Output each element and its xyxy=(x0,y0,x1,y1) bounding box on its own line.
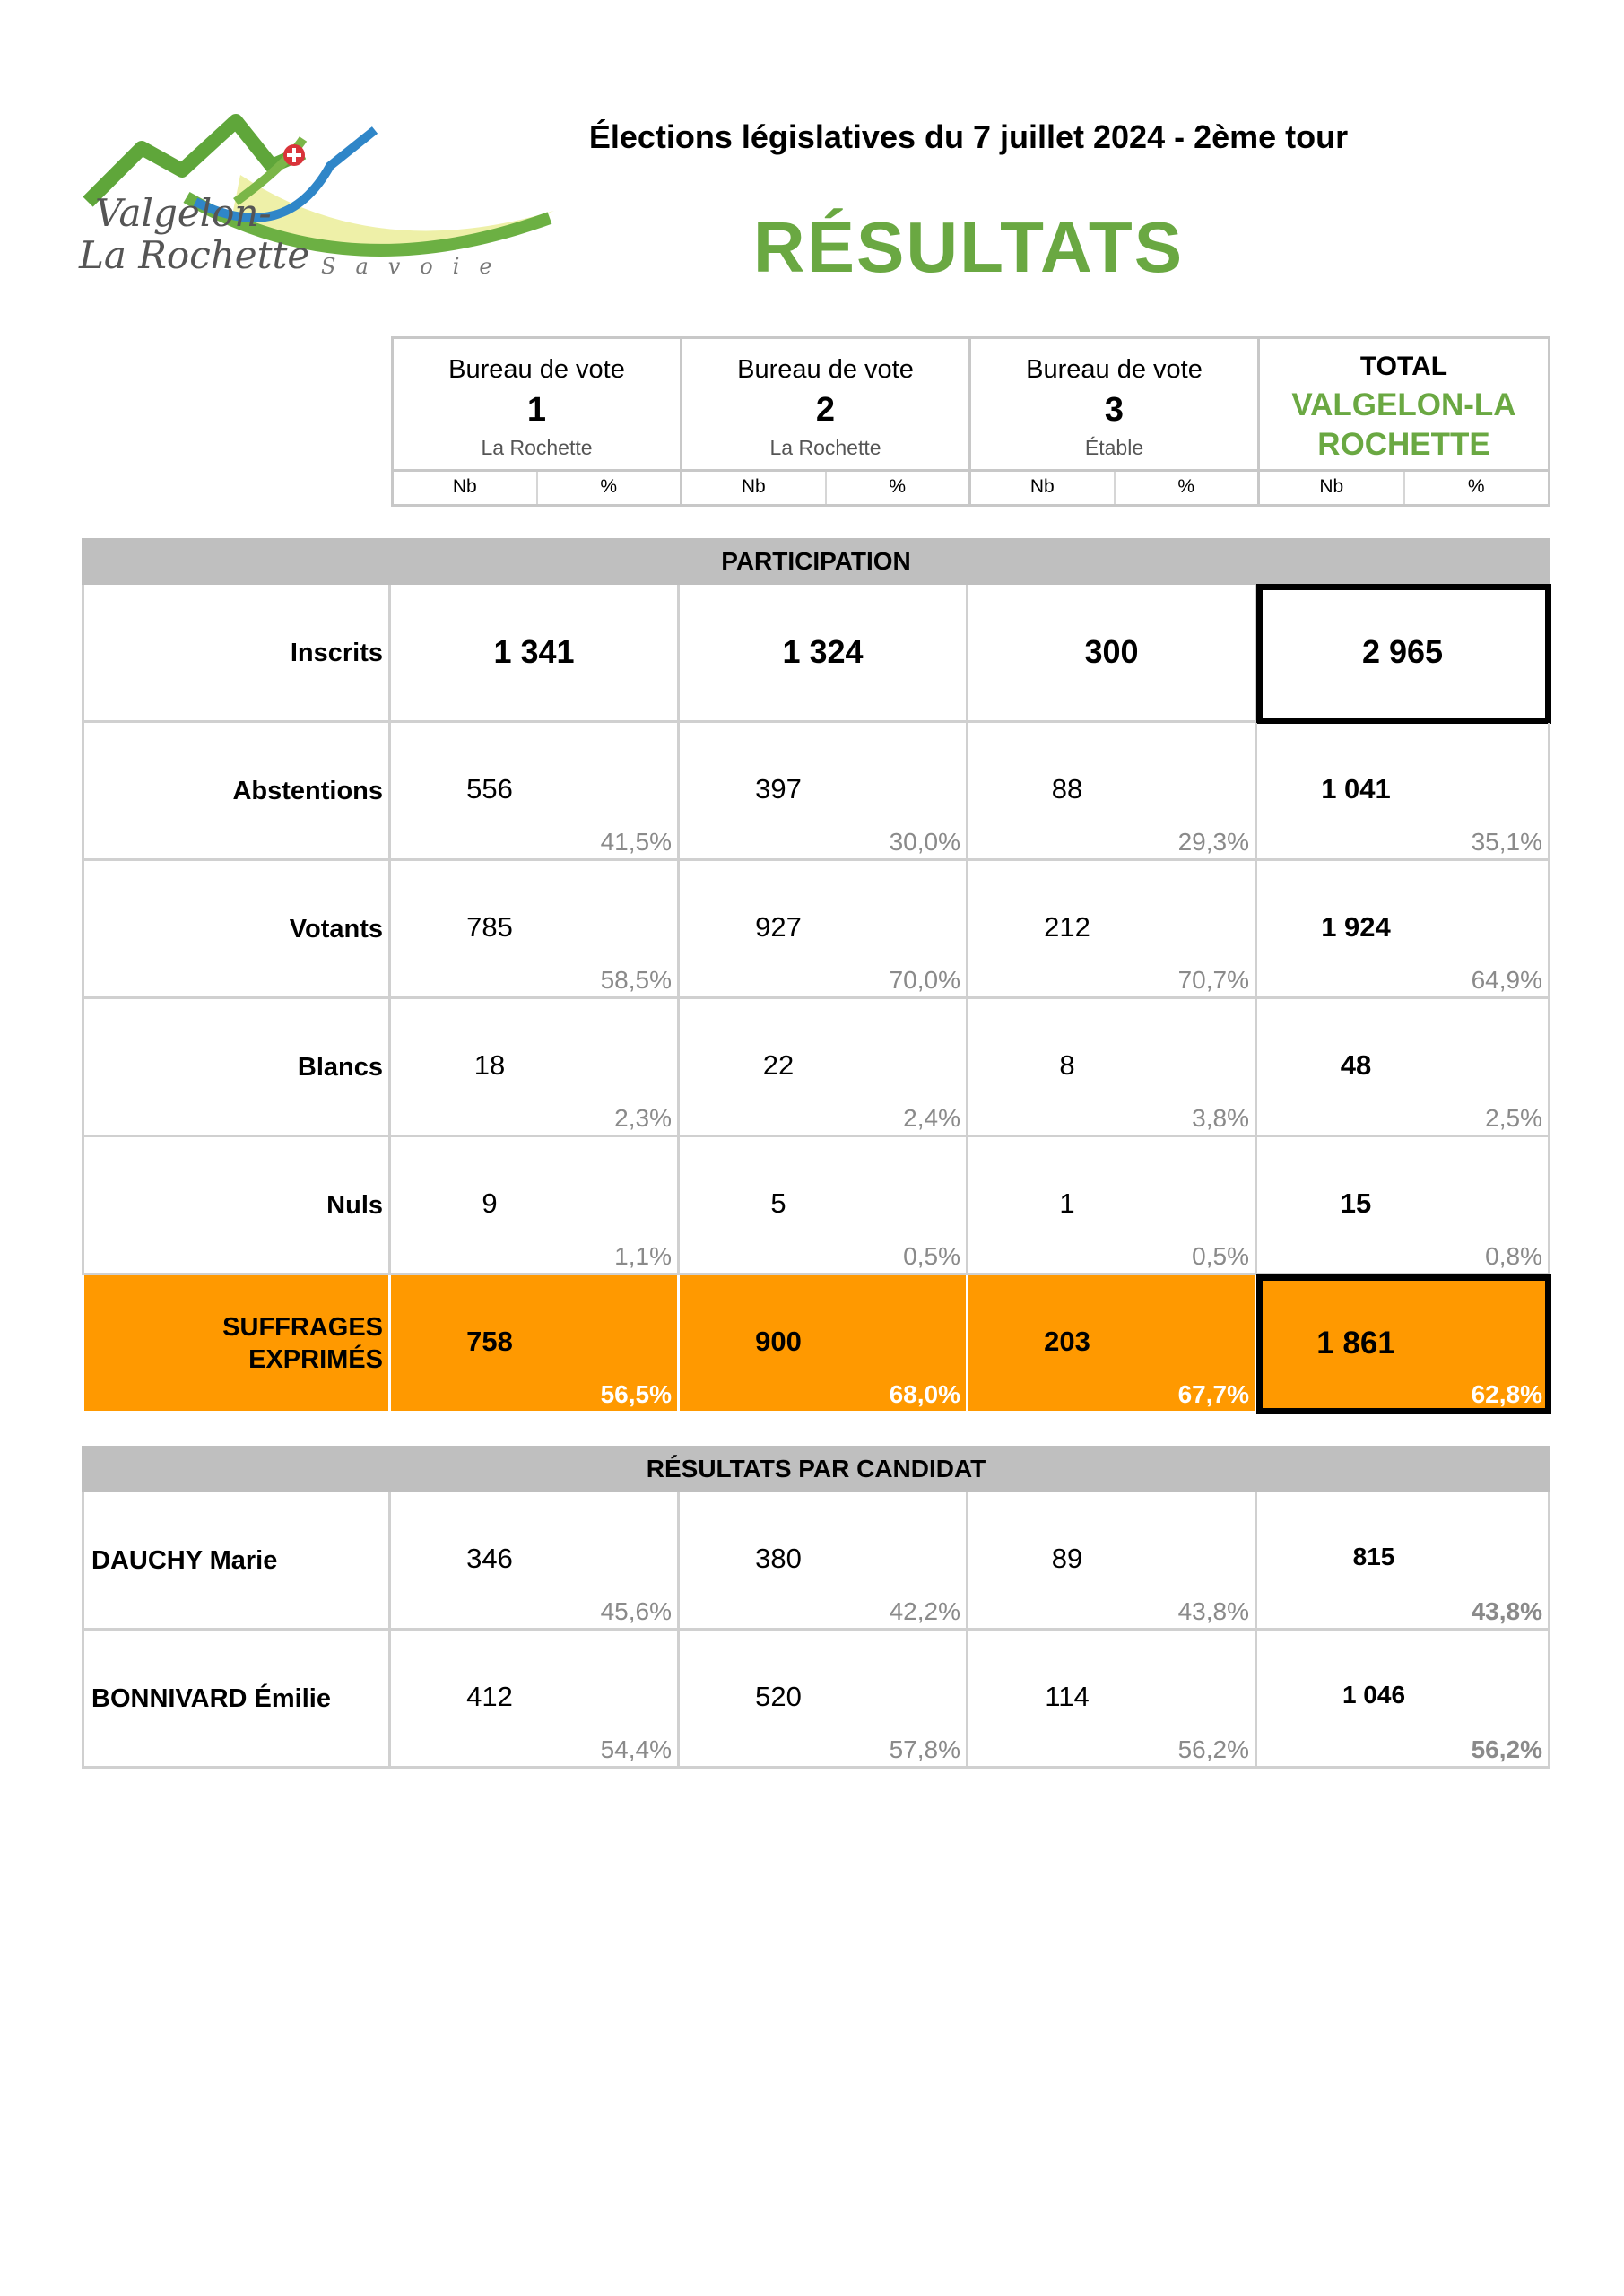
total-value-nb: 1 046 xyxy=(1342,1681,1406,1709)
value-nb: 212 xyxy=(1044,911,1090,943)
value-cell xyxy=(391,723,680,861)
value-pct: 0,5% xyxy=(1192,1242,1249,1270)
bureau-header-3 xyxy=(968,336,1260,507)
total-header xyxy=(1257,336,1550,507)
value-pct: 43,8% xyxy=(1177,1597,1249,1625)
candidate-name: BONNIVARD Émilie xyxy=(91,1684,331,1713)
value-nb: 300 xyxy=(1084,633,1139,670)
value-nb: 1 xyxy=(1059,1187,1075,1219)
value-pct: 2,3% xyxy=(614,1104,672,1132)
commune-logo xyxy=(79,112,563,300)
value-nb: 203 xyxy=(1044,1326,1090,1357)
value-cell xyxy=(968,585,1257,723)
value-pct: 56,5% xyxy=(600,1380,672,1408)
value-cell xyxy=(968,999,1257,1137)
value-cell xyxy=(391,861,680,999)
total-value-nb: 1 924 xyxy=(1321,911,1391,943)
value-cell xyxy=(968,1137,1257,1275)
value-pct: 29,3% xyxy=(1177,828,1249,856)
value-nb: 114 xyxy=(1045,1681,1090,1712)
row-label xyxy=(222,1311,383,1376)
subheader-nb: Nb xyxy=(1260,472,1405,504)
participation-section-header: PARTICIPATION xyxy=(82,538,1550,585)
document-title: Élections législatives du 7 juillet 2024 - 2ème tour xyxy=(588,118,1349,155)
value-pct: 68,0% xyxy=(889,1380,960,1408)
table-row-suffrages-exprimes xyxy=(82,1275,1550,1413)
total-value-cell xyxy=(1257,1275,1550,1413)
bureau-title: Bureau de vote xyxy=(448,355,625,384)
candidate-name-cell xyxy=(82,1631,391,1769)
table-row-nuls xyxy=(82,1137,1550,1275)
table-row-blancs xyxy=(82,999,1550,1137)
value-nb: 5 xyxy=(770,1187,786,1219)
total-value-cell xyxy=(1257,861,1550,999)
row-label: Nuls xyxy=(326,1191,383,1220)
value-pct: 45,6% xyxy=(600,1597,672,1625)
total-value-pct: 62,8% xyxy=(1471,1380,1542,1408)
total-value-pct: 35,1% xyxy=(1471,828,1542,856)
value-nb: 8 xyxy=(1059,1049,1075,1081)
value-cell xyxy=(391,1275,680,1413)
value-nb: 89 xyxy=(1051,1543,1083,1574)
value-nb: 785 xyxy=(466,911,513,943)
table-row-votants xyxy=(82,861,1550,999)
value-cell xyxy=(680,861,968,999)
total-value-nb: 815 xyxy=(1352,1543,1395,1570)
value-pct: 2,4% xyxy=(903,1104,960,1132)
total-title: TOTAL xyxy=(1359,352,1448,381)
candidates-section-header: RÉSULTATS PAR CANDIDAT xyxy=(82,1446,1550,1492)
row-label-line2: EXPRIMÉS xyxy=(248,1345,383,1374)
value-cell xyxy=(680,999,968,1137)
subheader-nb: Nb xyxy=(682,472,827,504)
logo-region: Savoie xyxy=(321,254,512,279)
table-row-abstentions xyxy=(82,723,1550,861)
total-value-cell xyxy=(1257,1137,1550,1275)
value-cell xyxy=(680,1492,968,1631)
value-cell xyxy=(391,585,680,723)
total-value-pct: 64,9% xyxy=(1471,966,1542,994)
row-label-line1: SUFFRAGES xyxy=(222,1313,383,1342)
subheader-pct: % xyxy=(600,476,618,497)
value-cell xyxy=(968,1275,1257,1413)
table-row-candidate xyxy=(82,1631,1550,1769)
value-cell xyxy=(391,999,680,1137)
total-name-line2: ROCHETTE xyxy=(1317,427,1490,462)
value-nb: 1 341 xyxy=(493,633,575,670)
bureau-location: Étable xyxy=(1084,436,1144,459)
value-nb: 9 xyxy=(482,1187,498,1219)
total-value-nb: 2 965 xyxy=(1361,633,1444,670)
value-nb: 22 xyxy=(762,1049,795,1081)
value-pct: 0,5% xyxy=(903,1242,960,1270)
bureau-title: Bureau de vote xyxy=(737,355,914,384)
subheader-pct: % xyxy=(1467,476,1485,497)
bureau-location: La Rochette xyxy=(769,436,881,459)
value-pct: 58,5% xyxy=(600,966,672,994)
value-cell xyxy=(968,861,1257,999)
logo-text-line2: La Rochette xyxy=(79,233,310,277)
total-value-nb: 15 xyxy=(1340,1187,1372,1219)
total-value-pct: 43,8% xyxy=(1471,1597,1542,1625)
subheader-pct: % xyxy=(1177,476,1195,497)
total-value-cell xyxy=(1257,585,1550,723)
logo-text-line1: Valgelon- xyxy=(95,191,272,235)
value-pct: 54,4% xyxy=(600,1735,672,1763)
row-label-cell xyxy=(82,723,391,861)
value-pct: 41,5% xyxy=(600,828,672,856)
value-cell xyxy=(680,585,968,723)
value-nb: 927 xyxy=(755,911,802,943)
value-nb: 758 xyxy=(466,1326,513,1357)
page-title: RÉSULTATS xyxy=(752,207,1185,287)
subheader-row xyxy=(1260,469,1548,504)
bureau-title: Bureau de vote xyxy=(1026,355,1203,384)
value-cell xyxy=(680,723,968,861)
total-value-pct: 56,2% xyxy=(1471,1735,1542,1763)
value-cell xyxy=(680,1631,968,1769)
bureau-header-1 xyxy=(391,336,682,507)
subheader-row xyxy=(394,469,680,504)
candidate-name-cell xyxy=(82,1492,391,1631)
value-pct: 67,7% xyxy=(1177,1380,1249,1408)
total-value-pct: 0,8% xyxy=(1485,1242,1542,1270)
bureau-number: 1 xyxy=(526,391,547,429)
subheader-row xyxy=(682,469,968,504)
value-cell xyxy=(391,1631,680,1769)
value-pct: 56,2% xyxy=(1177,1735,1249,1763)
value-nb: 556 xyxy=(466,773,513,804)
bureau-location: La Rochette xyxy=(481,436,593,459)
total-value-cell xyxy=(1257,1631,1550,1769)
value-pct: 70,0% xyxy=(889,966,960,994)
row-label-cell xyxy=(82,1275,391,1413)
total-value-nb: 1 041 xyxy=(1321,773,1391,804)
total-value-cell xyxy=(1257,723,1550,861)
subheader-nb: Nb xyxy=(971,472,1116,504)
total-name-line1: VALGELON-LA xyxy=(1291,387,1516,422)
value-pct: 30,0% xyxy=(889,828,960,856)
total-value-nb: 1 861 xyxy=(1316,1326,1395,1361)
value-pct: 3,8% xyxy=(1192,1104,1249,1132)
value-pct: 42,2% xyxy=(889,1597,960,1625)
table-row-inscrits xyxy=(82,585,1550,723)
row-label-cell xyxy=(82,585,391,723)
row-label: Blancs xyxy=(297,1053,383,1082)
table-row-candidate xyxy=(82,1492,1550,1631)
bureau-number: 2 xyxy=(815,391,836,429)
value-cell xyxy=(968,1492,1257,1631)
total-value-cell xyxy=(1257,1492,1550,1631)
bureau-number: 3 xyxy=(1104,391,1125,429)
value-pct: 1,1% xyxy=(614,1242,672,1270)
row-label: Abstentions xyxy=(232,777,383,805)
value-nb: 900 xyxy=(755,1326,802,1357)
value-nb: 1 324 xyxy=(782,633,864,670)
value-nb: 18 xyxy=(473,1049,506,1081)
value-cell xyxy=(391,1492,680,1631)
value-cell xyxy=(680,1275,968,1413)
value-cell xyxy=(391,1137,680,1275)
value-cell xyxy=(968,723,1257,861)
value-nb: 520 xyxy=(755,1681,802,1712)
value-pct: 70,7% xyxy=(1177,966,1249,994)
value-cell xyxy=(680,1137,968,1275)
total-commune-name xyxy=(1260,386,1548,465)
row-label: Inscrits xyxy=(290,639,383,667)
total-value-pct: 2,5% xyxy=(1485,1104,1542,1132)
total-value-nb: 48 xyxy=(1340,1049,1372,1081)
value-nb: 380 xyxy=(755,1543,802,1574)
row-label-cell xyxy=(82,1137,391,1275)
subheader-row xyxy=(971,469,1257,504)
subheader-pct: % xyxy=(889,476,907,497)
row-label-cell xyxy=(82,999,391,1137)
value-pct: 57,8% xyxy=(889,1735,960,1763)
value-nb: 88 xyxy=(1051,773,1083,804)
total-value-cell xyxy=(1257,999,1550,1137)
subheader-nb: Nb xyxy=(394,472,538,504)
row-label-cell xyxy=(82,861,391,999)
value-nb: 397 xyxy=(755,773,802,804)
value-nb: 412 xyxy=(466,1681,513,1712)
value-cell xyxy=(968,1631,1257,1769)
value-nb: 346 xyxy=(466,1543,513,1574)
candidate-name: DAUCHY Marie xyxy=(91,1546,278,1575)
bureau-header-2 xyxy=(680,336,971,507)
row-label: Votants xyxy=(289,915,383,944)
